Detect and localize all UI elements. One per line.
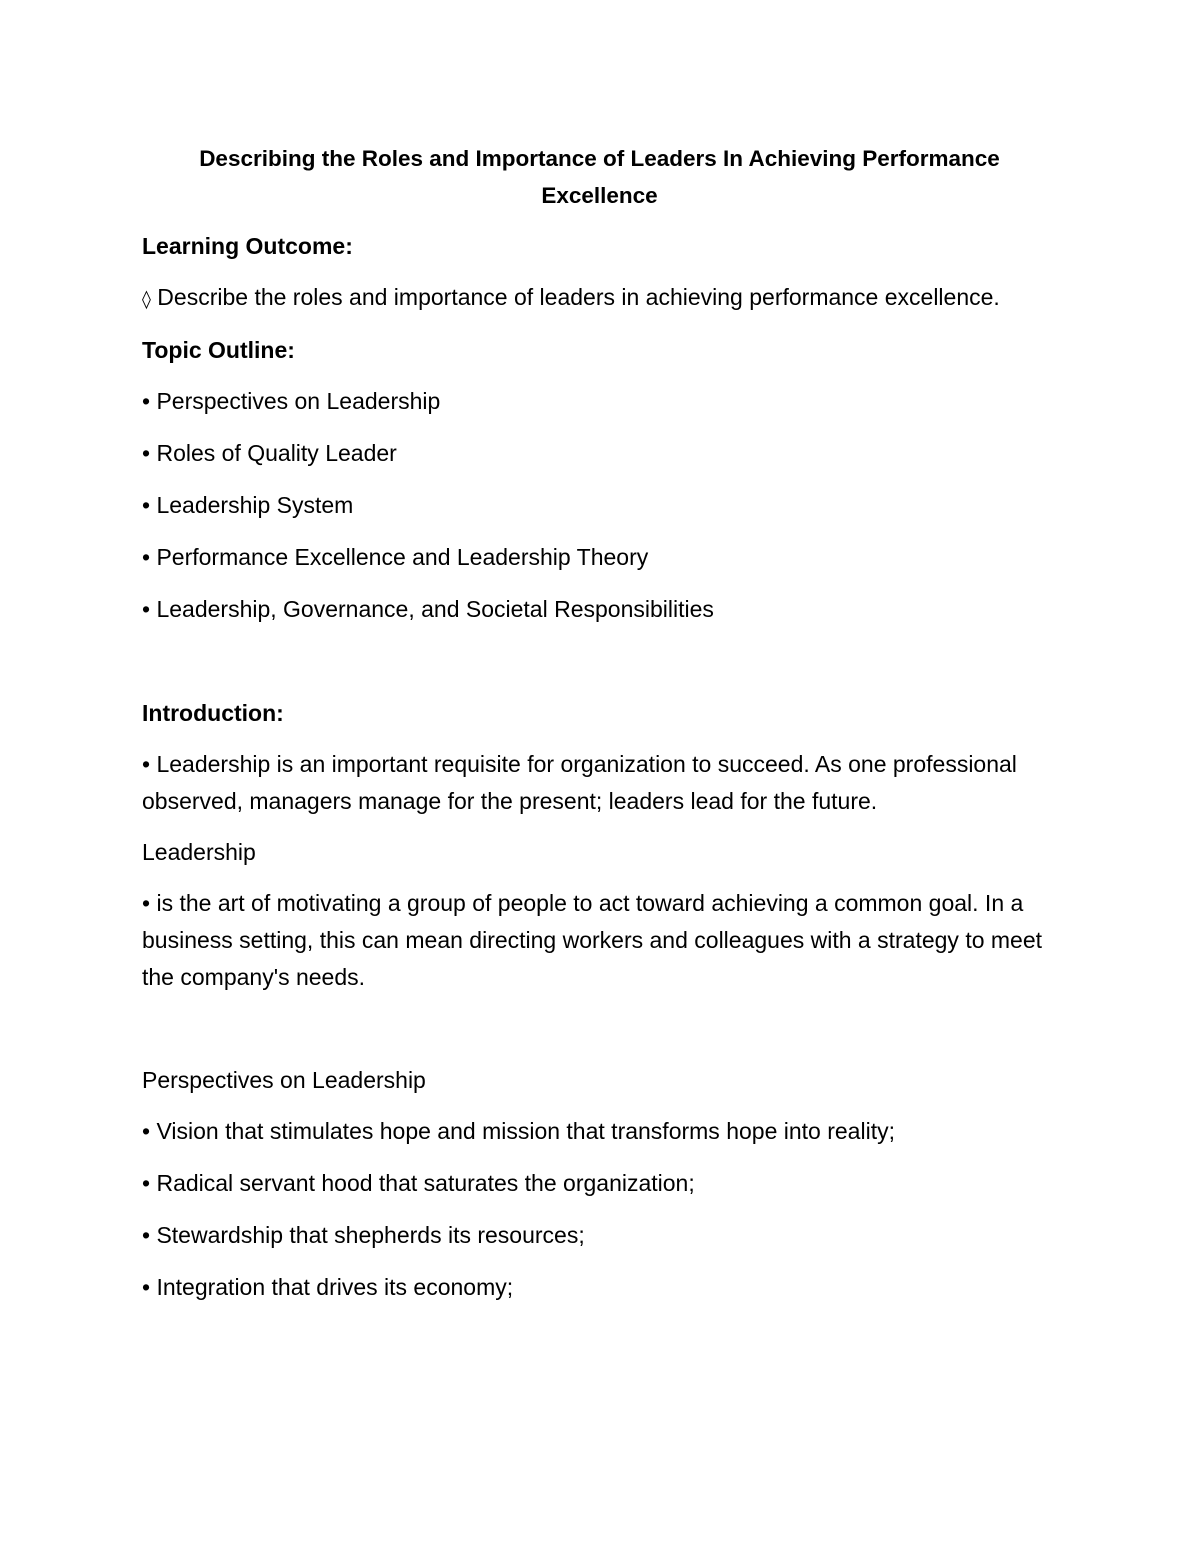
document-page bbox=[142, 140, 1057, 1321]
list-item bbox=[142, 383, 1057, 420]
bullet-icon: • bbox=[142, 388, 151, 414]
bullet-icon: • bbox=[142, 751, 151, 777]
list-item-text: Radical servant hood that saturates the organization; bbox=[156, 1170, 695, 1196]
list-item-text: Perspectives on Leadership bbox=[156, 388, 441, 414]
list-item-text: Leadership System bbox=[156, 492, 354, 518]
learning-outcome-heading: Learning Outcome: bbox=[142, 233, 353, 259]
topic-outline-heading: Topic Outline: bbox=[142, 337, 295, 363]
leadership-text: is the art of motivating a group of people to act toward achieving a common goal. In a business setting, this can mean directing workers and colleagues with a strategy to meet the company's needs. bbox=[142, 890, 1043, 990]
introduction-paragraph bbox=[142, 746, 1057, 820]
introduction-heading: Introduction: bbox=[142, 700, 284, 726]
list-item-text: Vision that stimulates hope and mission that transforms hope into reality; bbox=[156, 1118, 895, 1144]
perspectives-heading: Perspectives on Leadership bbox=[142, 1067, 426, 1093]
topic-outline-list bbox=[142, 383, 1057, 628]
bullet-icon: • bbox=[142, 1170, 151, 1196]
learning-outcome-body: Describe the roles and importance of leaders in achieving performance excellence. bbox=[157, 284, 1000, 310]
learning-outcome-text bbox=[142, 279, 1057, 318]
list-item-text: Leadership, Governance, and Societal Responsibilities bbox=[156, 596, 714, 622]
list-item-text: Stewardship that shepherds its resources; bbox=[156, 1222, 585, 1248]
list-item bbox=[142, 1269, 1057, 1306]
list-item-text: Integration that drives its economy; bbox=[156, 1274, 514, 1300]
introduction-text: Leadership is an important requisite for organization to succeed. As one professional observed, managers manage for the present; leaders lead for the future. bbox=[142, 751, 1017, 814]
list-item bbox=[142, 435, 1057, 472]
blank-line bbox=[142, 1010, 1057, 1062]
leadership-paragraph bbox=[142, 885, 1057, 996]
bullet-icon: • bbox=[142, 890, 151, 916]
perspectives-list bbox=[142, 1113, 1057, 1306]
bullet-icon: • bbox=[142, 492, 151, 518]
bullet-icon: • bbox=[142, 440, 151, 466]
list-item bbox=[142, 487, 1057, 524]
diamond-bullet-icon: ◊ bbox=[142, 289, 151, 310]
list-item bbox=[142, 539, 1057, 576]
blank-line bbox=[142, 643, 1057, 695]
list-item-text: Performance Excellence and Leadership Theory bbox=[156, 544, 649, 570]
list-item-text: Roles of Quality Leader bbox=[156, 440, 397, 466]
bullet-icon: • bbox=[142, 1274, 151, 1300]
list-item bbox=[142, 1113, 1057, 1150]
list-item bbox=[142, 591, 1057, 628]
document-title: Describing the Roles and Importance of Leaders In Achieving Performance Excellence bbox=[199, 146, 1000, 208]
list-item bbox=[142, 1165, 1057, 1202]
bullet-icon: • bbox=[142, 1118, 151, 1144]
list-item bbox=[142, 1217, 1057, 1254]
bullet-icon: • bbox=[142, 596, 151, 622]
bullet-icon: • bbox=[142, 544, 151, 570]
bullet-icon: • bbox=[142, 1222, 151, 1248]
leadership-heading: Leadership bbox=[142, 839, 256, 865]
